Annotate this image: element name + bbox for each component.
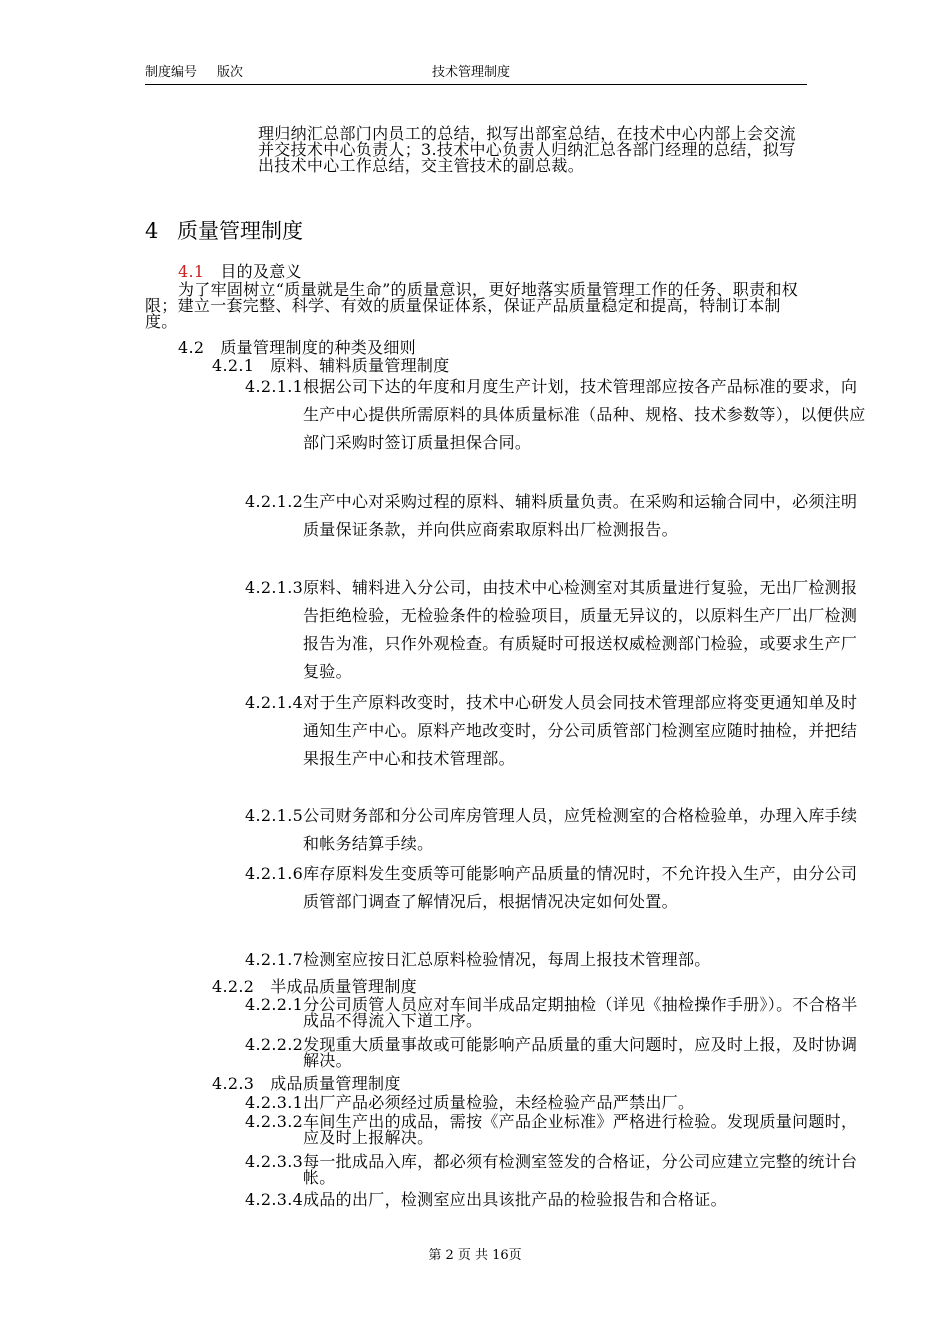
page-footer: 第 2 页 共 16页 (428, 1248, 522, 1263)
subsection-4-2-1-heading (212, 358, 450, 374)
clause-number: 4.2.2.2 (245, 1035, 304, 1054)
clause-4-2-3-4 (245, 1192, 873, 1208)
clause-text: 原料、辅料进入分公司，由技术中心检测室对其质量进行复验，无出厂检测报告拒绝检验，无检验条件的检验项目，质量无异议的，以原料生产厂出厂检测报告为准，只作外观检查。有质疑时可报送权威检测部门检验，或要求生产厂复验。 (303, 578, 858, 681)
section-heading (145, 218, 303, 244)
subsection-number: 4.2.1 (212, 356, 255, 375)
subsection-4-2-2-heading (212, 979, 417, 995)
subsection-number: 4.1 (178, 262, 205, 281)
header-rule (145, 84, 807, 85)
clause-4-2-2-1 (245, 997, 868, 1029)
subsection-4-1-body: 为了牢固树立“质量就是生命”的质量意识，更好地落实质量管理工作的任务、职责和权限；建立一套完整、科学、有效的质量保证体系，保证产品质量稳定和提高，特制订本制度。 (145, 280, 799, 331)
subsection-title: 质量管理制度的种类及细则 (220, 338, 416, 357)
doc-no-label: 制度编号 (145, 65, 198, 80)
clause-number: 4.2.1.3 (245, 578, 304, 597)
clause-number: 4.2.1.5 (245, 806, 304, 825)
subsection-4-2-heading (178, 340, 416, 356)
clause-4-2-2-2 (245, 1037, 868, 1069)
clause-text: 库存原料发生变质等可能影响产品质量的情况时，不允许投入生产，由分公司质管部门调查了解情况后，根据情况决定如何处置。 (303, 864, 858, 911)
version-label: 版次 (217, 65, 244, 80)
clause-number: 4.2.1.2 (245, 492, 304, 511)
clause-text: 车间生产出的成品，需按《产品企业标准》严格进行检验。发现质量问题时，应及时上报解决。 (303, 1112, 858, 1147)
clause-4-2-1-6 (245, 860, 868, 916)
clause-text: 每一批成品入库，都必须有检测室签发的合格证，分公司应建立完整的统计台帐。 (303, 1152, 858, 1187)
clause-text: 成品的出厂，检测室应出具该批产品的检验报告和合格证。 (303, 1190, 727, 1209)
clause-number: 4.2.3.4 (245, 1190, 304, 1209)
clause-text: 公司财务部和分公司库房管理人员，应凭检测室的合格检验单，办理入库手续和帐务结算手续。 (303, 806, 858, 853)
clause-text: 检测室应按日汇总原料检验情况，每周上报技术管理部。 (303, 950, 711, 969)
clause-number: 4.2.1.6 (245, 864, 304, 883)
clause-number: 4.2.1.4 (245, 693, 304, 712)
clause-text: 根据公司下达的年度和月度生产计划，技术管理部应按各产品标准的要求，向生产中心提供所需原料的具体质量标准（品种、规格、技术参数等），以便供应部门采购时签订质量担保合同。 (303, 377, 866, 452)
subsection-title: 原料、辅料质量管理制度 (270, 356, 450, 375)
clause-4-2-1-7 (245, 946, 873, 974)
clause-4-2-1-5 (245, 802, 868, 858)
clause-4-2-3-1 (245, 1095, 873, 1111)
clause-number: 4.2.3.3 (245, 1152, 304, 1171)
clause-text: 发现重大质量事故或可能影响产品质量的重大问题时，应及时上报，及时协调解决。 (303, 1035, 858, 1070)
subsection-title: 目的及意义 (220, 262, 302, 281)
subsection-4-1-heading (178, 264, 302, 280)
clause-number: 4.2.2.1 (245, 995, 304, 1014)
clause-text: 出厂产品必须经过质量检验，未经检验产品严禁出厂。 (303, 1093, 695, 1112)
clause-4-2-1-2 (245, 488, 868, 544)
clause-4-2-1-3 (245, 574, 868, 686)
subsection-title: 成品质量管理制度 (270, 1074, 401, 1093)
clause-number: 4.2.3.1 (245, 1093, 304, 1112)
clause-4-2-1-1 (245, 373, 868, 457)
clause-4-2-3-3 (245, 1154, 868, 1186)
subsection-number: 4.2.2 (212, 977, 255, 996)
clause-number: 4.2.1.7 (245, 950, 304, 969)
section-number: 4 (145, 219, 159, 243)
subsection-4-2-3-heading (212, 1076, 401, 1092)
subsection-title: 半成品质量管理制度 (270, 977, 417, 996)
clause-text: 生产中心对采购过程的原料、辅料质量负责。在采购和运输合同中，必须注明质量保证条款，并向供应商索取原料出厂检测报告。 (303, 492, 858, 539)
clause-number: 4.2.1.1 (245, 377, 304, 396)
subsection-number: 4.2.3 (212, 1074, 255, 1093)
clause-number: 4.2.3.2 (245, 1112, 304, 1131)
intro-paragraph: 理归纳汇总部门内员工的总结，拟写出部室总结，在技术中心内部上会交流并交技术中心负责人；3.技术中心负责人归纳汇总各部门经理的总结，拟写出技术中心工作总结，交主管技术的副总裁。 (258, 124, 796, 175)
clause-text: 对于生产原料改变时，技术中心研发人员会同技术管理部应将变更通知单及时通知生产中心。原料产地改变时，分公司质管部门检测室应随时抽检，并把结果报生产中心和技术管理部。 (303, 693, 858, 768)
section-title: 质量管理制度 (177, 219, 303, 243)
clause-4-2-1-4 (245, 689, 868, 773)
clause-text: 分公司质管人员应对车间半成品定期抽检（详见《抽检操作手册》）。不合格半成品不得流入下道工序。 (303, 995, 858, 1030)
clause-4-2-3-2 (245, 1114, 868, 1146)
header-title: 技术管理制度 (432, 65, 511, 80)
subsection-number: 4.2 (178, 338, 205, 357)
header-left (145, 64, 243, 82)
